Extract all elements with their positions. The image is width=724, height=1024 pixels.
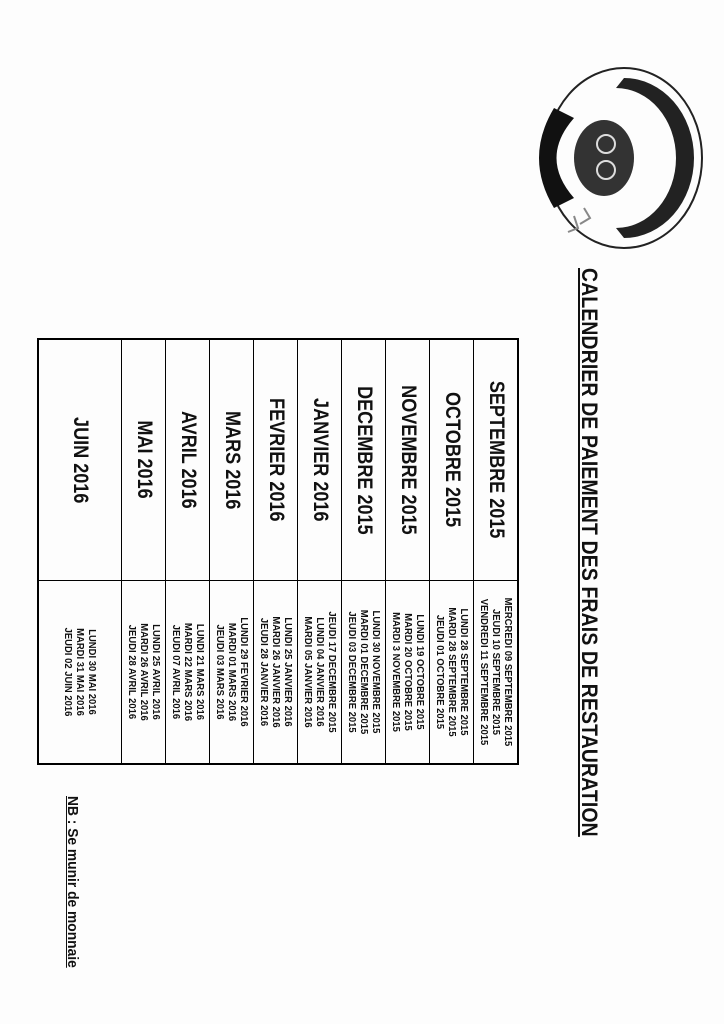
payment-date: MARDI 01 DECEMBRE 2015: [358, 609, 370, 735]
payment-date: JEUDI 03 DECEMBRE 2015: [346, 611, 358, 733]
payment-date: LUNDI 28 SEPTEMBRE 2015: [458, 608, 470, 736]
dates-cell: [166, 581, 210, 765]
payment-date: LUNDI 25 JANVIER 2016: [282, 617, 294, 727]
month-label: AVRIL 2016: [177, 411, 200, 509]
payment-date: VENDREDI 11 SEPTEMBRE 2015: [477, 598, 490, 746]
payment-date: MARDI 05 JANVIER 2016: [302, 616, 314, 728]
month-cell: [166, 339, 210, 581]
payment-date: JEUDI 10 SEPTEMBRE 2015: [489, 608, 502, 736]
payment-date: MARDI 26 JANVIER 2016: [270, 616, 282, 728]
table-row: [210, 339, 254, 764]
dates-cell: [38, 581, 122, 765]
payment-date: JEUDI 28 JANVIER 2016: [258, 617, 270, 727]
payment-date: LUNDI 30 MAI 2016: [86, 629, 99, 715]
table-row: [254, 339, 298, 764]
table-row: [342, 339, 386, 764]
month-cell: [38, 339, 122, 581]
payment-date: JEUDI 07 AVRIL 2016: [170, 624, 182, 720]
page-title: CALENDRIER DE PAIEMENT DES FRAIS DE RESTAURATION: [577, 268, 602, 837]
dates-cell: [386, 581, 430, 765]
payment-date: MARDI 20 OCTOBRE 2015: [402, 613, 414, 731]
month-label: MAI 2016: [133, 420, 156, 500]
payment-date: LUNDI 25 AVRIL 2016: [150, 624, 162, 720]
dates-cell: [430, 581, 474, 765]
payment-date: LUNDI 04 JANVIER 2016: [314, 617, 326, 727]
dates-cell: [298, 581, 342, 765]
month-label: JUIN 2016: [69, 416, 93, 504]
month-cell: [210, 339, 254, 581]
payment-date: LUNDI 30 NOVEMBRE 2015: [370, 610, 382, 734]
month-cell: [254, 339, 298, 581]
month-label: SEPTEMBRE 2015: [484, 381, 508, 539]
month-cell: [386, 339, 430, 581]
payment-date: MARDI 28 SEPTEMBRE 2015: [446, 607, 458, 737]
payment-date: MARDI 22 MARS 2016: [182, 622, 194, 722]
payment-date: JEUDI 28 AVRIL 2016: [126, 624, 138, 720]
payment-date: JEUDI 17 DECEMBRE 2015: [326, 611, 338, 733]
table-row: [122, 339, 166, 764]
month-label: NOVEMBRE 2015: [397, 385, 420, 535]
payment-date: JEUDI 03 MARS 2016: [214, 624, 226, 720]
payment-date: MARDI 3 NOVEMBRE 2015: [390, 612, 402, 732]
month-cell: [342, 339, 386, 581]
table-row: [166, 339, 210, 764]
month-label: FEVRIER 2016: [265, 398, 288, 522]
table-row: [386, 339, 430, 764]
payment-date: LUNDI 21 MARS 2016: [194, 623, 206, 721]
month-label: MARS 2016: [221, 410, 244, 510]
payment-date: MARDI 01 MARS 2016: [226, 622, 238, 722]
payment-date: MERCREDI 09 SEPTEMBRE 2015: [501, 597, 514, 747]
dates-cell: [474, 581, 518, 765]
dates-cell: [122, 581, 166, 765]
month-cell: [122, 339, 166, 581]
dates-cell: [210, 581, 254, 765]
table-row: [430, 339, 474, 764]
dates-cell: [342, 581, 386, 765]
payment-date: MARDI 26 AVRIL 2016: [138, 623, 150, 721]
payment-date: LUNDI 19 OCTOBRE 2015: [414, 614, 426, 730]
month-label: OCTOBRE 2015: [441, 392, 464, 528]
month-cell: [298, 339, 342, 581]
month-cell: [430, 339, 474, 581]
payment-calendar-table: [37, 338, 519, 765]
dates-cell: [254, 581, 298, 765]
table-row: [38, 339, 122, 764]
university-seal-icon: [524, 58, 724, 258]
month-label: DECEMBRE 2015: [353, 385, 376, 535]
note-text: NB : Se munir de monnaie: [64, 796, 81, 968]
payment-date: MARDI 31 MAI 2016: [74, 628, 87, 716]
payment-date: JEUDI 02 JUIN 2016: [62, 627, 75, 717]
month-label: JANVIER 2016: [309, 398, 332, 522]
table-row: [474, 339, 518, 764]
payment-date: LUNDI 29 FEVRIER 2016: [238, 617, 250, 727]
month-cell: [474, 339, 518, 581]
table-row: [298, 339, 342, 764]
payment-date: JEUDI 01 OCTOBRE 2015: [434, 614, 446, 730]
